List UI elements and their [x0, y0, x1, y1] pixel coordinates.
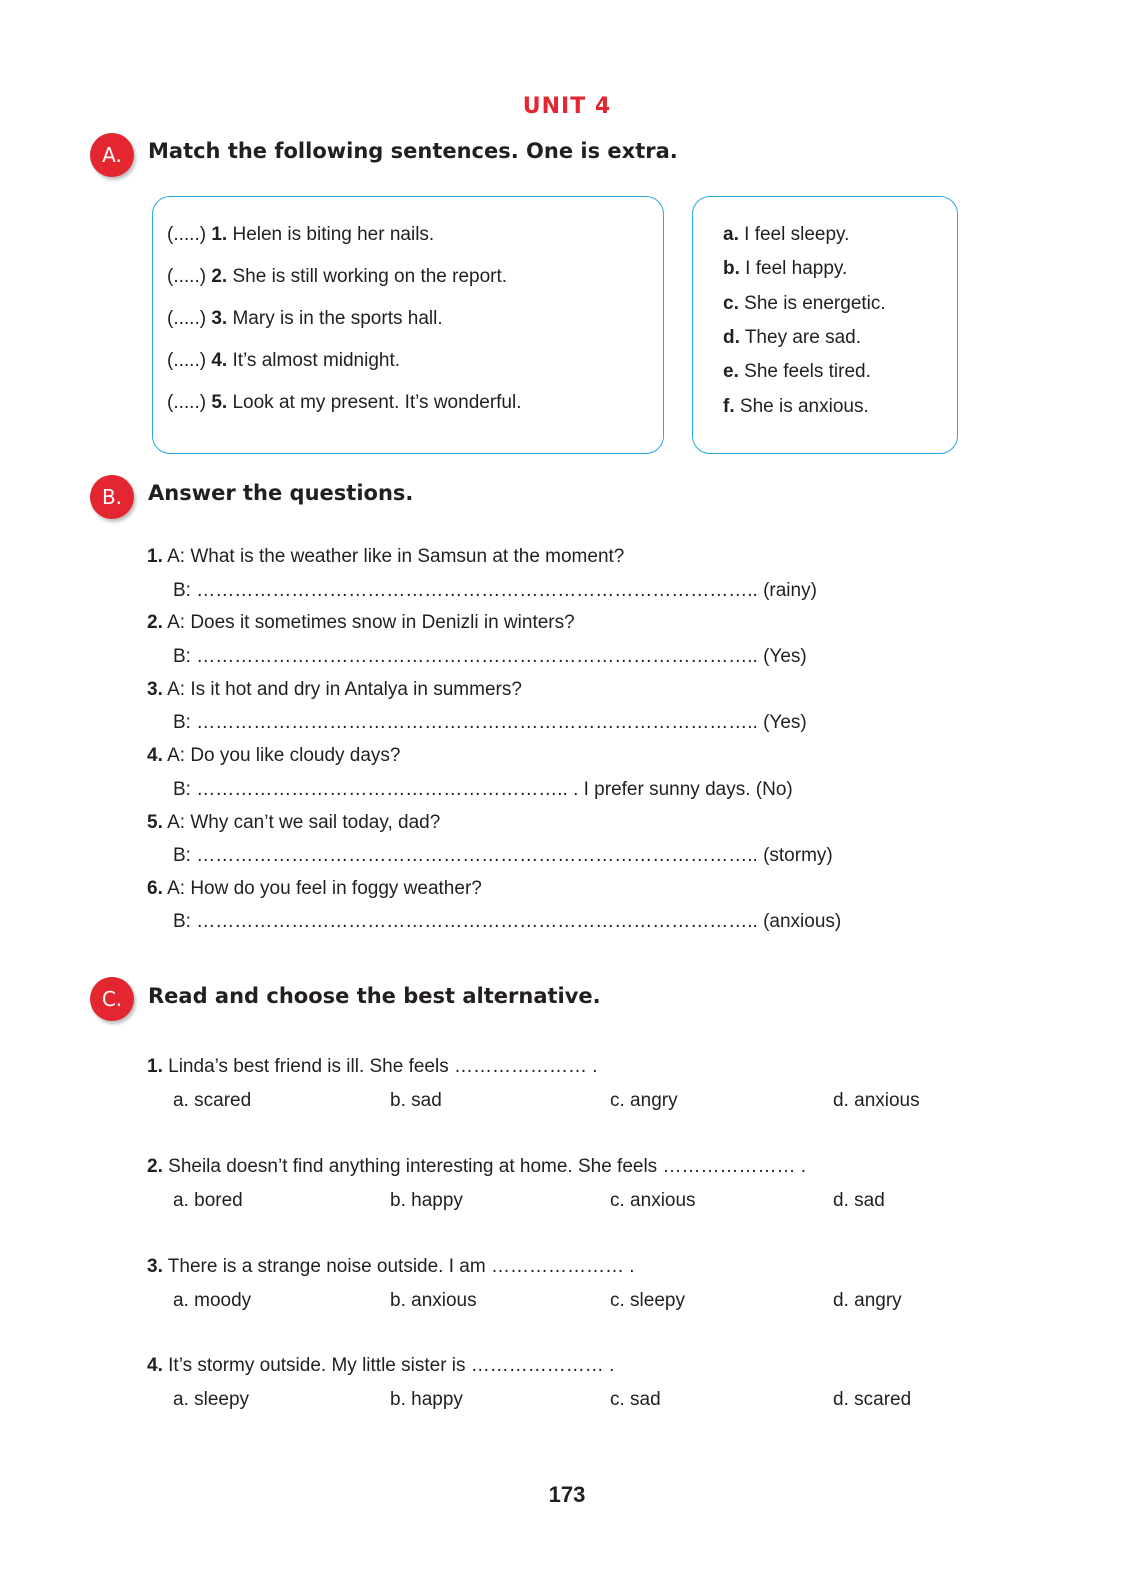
- item-text: She is energetic.: [744, 293, 886, 314]
- question-text: A: Is it hot and dry in Antalya in summers?: [167, 679, 522, 700]
- mc-option-d[interactable]: d. sad: [833, 1190, 885, 1211]
- section-c-badge: C.: [90, 977, 134, 1021]
- question-number: 1.: [147, 546, 163, 567]
- mc-option-c[interactable]: c. anxious: [610, 1190, 696, 1211]
- question-text: A: Does it sometimes snow in Denizli in winters?: [167, 612, 575, 633]
- mc-option-a[interactable]: a. bored: [173, 1190, 243, 1211]
- item-number: 1.: [211, 224, 228, 245]
- qa-answer-line[interactable]: B: …………………………………………………………………………….. (Yes): [173, 646, 807, 667]
- item-text: She is still working on the report.: [232, 266, 508, 287]
- item-text: Helen is biting her nails.: [232, 224, 435, 245]
- section-c-heading: Read and choose the best alternative.: [148, 984, 601, 1008]
- item-text: It’s almost midnight.: [232, 350, 401, 371]
- question-text: A: Do you like cloudy days?: [167, 745, 401, 766]
- item-text: I feel happy.: [745, 258, 848, 279]
- match-left-item: [167, 392, 522, 414]
- mc-option-b[interactable]: b. happy: [390, 1190, 463, 1211]
- mc-option-b[interactable]: b. happy: [390, 1389, 463, 1410]
- qa-question: [147, 878, 482, 900]
- item-letter: a.: [723, 224, 739, 245]
- section-a-badge: A.: [90, 133, 134, 177]
- mc-question: [147, 1256, 635, 1278]
- match-right-item: [723, 258, 847, 280]
- question-text: A: How do you feel in foggy weather?: [167, 878, 482, 899]
- qa-answer-line[interactable]: B: …………………………………………………………………………….. (Yes): [173, 712, 807, 733]
- question-number: 3.: [147, 1256, 163, 1277]
- answer-blank[interactable]: (.....): [167, 392, 207, 413]
- section-b-badge: B.: [90, 475, 134, 519]
- answer-blank[interactable]: (.....): [167, 266, 207, 287]
- item-number: 5.: [211, 392, 228, 413]
- question-number: 3.: [147, 679, 163, 700]
- item-letter: f.: [723, 396, 735, 417]
- item-text: She feels tired.: [744, 361, 871, 382]
- item-text: Look at my present. It’s wonderful.: [232, 392, 522, 413]
- question-number: 1.: [147, 1056, 163, 1077]
- question-text: Linda’s best friend is ill. She feels ………………… .: [168, 1056, 598, 1077]
- qa-question: [147, 546, 624, 568]
- question-number: 4.: [147, 745, 163, 766]
- question-number: 6.: [147, 878, 163, 899]
- answer-blank[interactable]: (.....): [167, 308, 207, 329]
- unit-title: UNIT 4: [522, 94, 612, 119]
- answer-blank[interactable]: (.....): [167, 224, 207, 245]
- qa-question: [147, 612, 575, 634]
- item-number: 2.: [211, 266, 228, 287]
- qa-answer-line[interactable]: B: ………………………………………………….. . I prefer sunny days. (No): [173, 779, 793, 800]
- match-right-item: [723, 293, 886, 315]
- answer-blank[interactable]: (.....): [167, 350, 207, 371]
- mc-option-c[interactable]: c. sleepy: [610, 1290, 685, 1311]
- qa-question: [147, 812, 440, 834]
- question-text: A: Why can’t we sail today, dad?: [167, 812, 441, 833]
- question-text: Sheila doesn’t find anything interesting at home. She feels ………………… .: [168, 1156, 807, 1177]
- question-number: 2.: [147, 612, 163, 633]
- item-number: 3.: [211, 308, 228, 329]
- item-text: I feel sleepy.: [744, 224, 850, 245]
- page-number: 173: [548, 1482, 586, 1507]
- match-right-item: [723, 327, 861, 349]
- question-number: 4.: [147, 1355, 163, 1376]
- mc-option-b[interactable]: b. sad: [390, 1090, 442, 1111]
- qa-answer-line[interactable]: B: …………………………………………………………………………….. (rainy): [173, 580, 817, 601]
- mc-option-a[interactable]: a. moody: [173, 1290, 252, 1311]
- section-b-heading: Answer the questions.: [148, 481, 414, 505]
- mc-option-c[interactable]: c. angry: [610, 1090, 678, 1111]
- item-number: 4.: [211, 350, 228, 371]
- match-right-item: [723, 224, 849, 246]
- mc-question: [147, 1056, 598, 1078]
- item-text: She is anxious.: [739, 396, 869, 417]
- mc-option-c[interactable]: c. sad: [610, 1389, 661, 1410]
- mc-option-a[interactable]: a. scared: [173, 1090, 252, 1111]
- match-right-item: [723, 396, 869, 418]
- qa-answer-line[interactable]: B: …………………………………………………………………………….. (anxious): [173, 911, 842, 932]
- match-left-item: [167, 308, 443, 330]
- question-text: There is a strange noise outside. I am ………………… .: [167, 1256, 635, 1277]
- question-number: 5.: [147, 812, 163, 833]
- mc-option-d[interactable]: d. anxious: [833, 1090, 920, 1111]
- question-number: 2.: [147, 1156, 163, 1177]
- qa-question: [147, 679, 522, 701]
- item-text: Mary is in the sports hall.: [232, 308, 443, 329]
- match-right-box: [692, 196, 958, 454]
- item-letter: e.: [723, 361, 739, 382]
- match-left-item: [167, 224, 434, 246]
- item-letter: d.: [723, 327, 740, 348]
- match-left-item: [167, 350, 400, 372]
- question-text: It’s stormy outside. My little sister is ………………… .: [168, 1355, 615, 1376]
- item-letter: b.: [723, 258, 740, 279]
- qa-question: [147, 745, 401, 767]
- mc-question: [147, 1156, 806, 1178]
- mc-option-d[interactable]: d. scared: [833, 1389, 912, 1410]
- match-left-item: [167, 266, 507, 288]
- qa-answer-line[interactable]: B: …………………………………………………………………………….. (stormy): [173, 845, 833, 866]
- item-letter: c.: [723, 293, 739, 314]
- item-text: They are sad.: [744, 327, 861, 348]
- mc-question: [147, 1355, 614, 1377]
- mc-option-a[interactable]: a. sleepy: [173, 1389, 250, 1410]
- mc-option-d[interactable]: d. angry: [833, 1290, 902, 1311]
- match-right-item: [723, 361, 871, 383]
- mc-option-b[interactable]: b. anxious: [390, 1290, 477, 1311]
- section-a-heading: Match the following sentences. One is extra.: [148, 139, 678, 163]
- match-left-box: [152, 196, 664, 454]
- question-text: A: What is the weather like in Samsun at the moment?: [167, 546, 625, 567]
